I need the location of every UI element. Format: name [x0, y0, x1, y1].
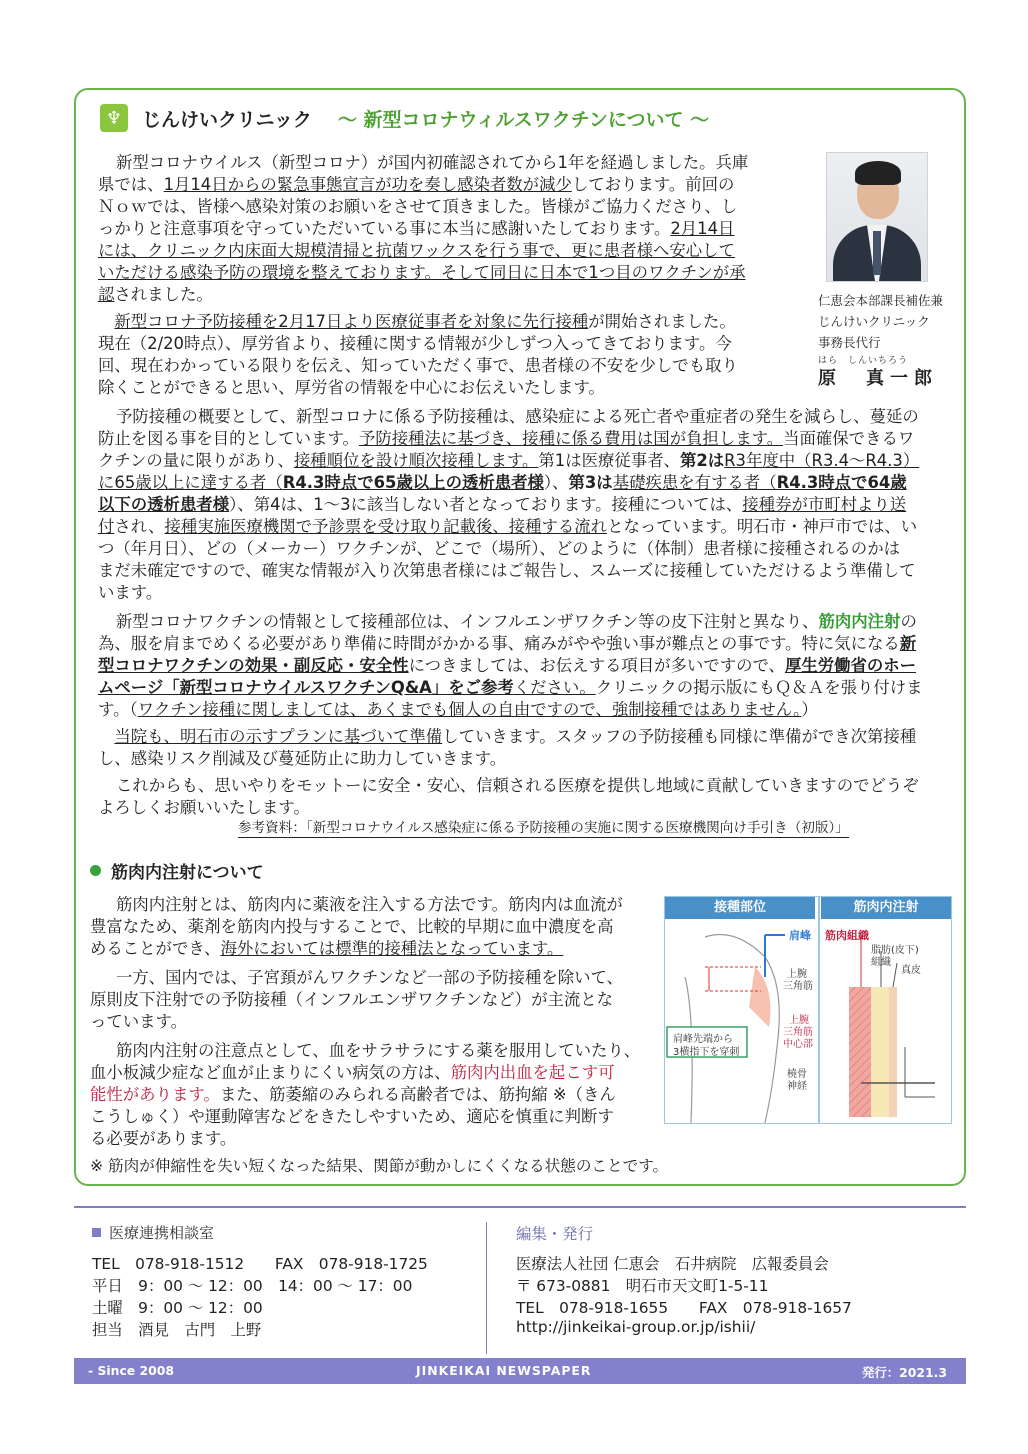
para3-line: つ（年月日）、どの（メーカー）ワクチンが、どこで（場所）、どのように（体制）患者様に接種されるのかは — [98, 539, 900, 558]
footer-right-line: 〒 673-0881 明石市天文町1-5-11 — [516, 1277, 769, 1295]
im3-line: 血小板減少症など血が止まりにくい病気の方は、筋肉内出血を起こす可 — [90, 1063, 615, 1082]
footer-left-line: 平日 9：00 ～ 12：00 14：00 ～ 17：00 — [92, 1277, 413, 1295]
para1-line: Ｎｏｗでは、皆様へ感染対策のお願いをさせて頂きました。皆様がご協力くださり、し — [98, 197, 738, 216]
article-topic: ～ 新型コロナウィルスワクチンについて ～ — [337, 108, 710, 131]
clinic-name: じんけいクリニック — [142, 108, 312, 131]
author-caption: 仁恵会本部課長補佐兼 じんけいクリニック 事務長代行 — [818, 293, 944, 350]
label-upper: 上腕 — [787, 969, 807, 980]
para2-line: 新型コロナ予防接種を2月17日より医療従事者を対象に先行接種が開始されました。 — [114, 312, 736, 331]
im1-line: 筋肉内注射とは、筋肉内に薬液を注入する方法です。筋肉内は血流が — [116, 895, 623, 914]
bottom-bar — [74, 1358, 966, 1384]
im3-line: る必要があります。 — [90, 1129, 237, 1148]
para1-line: いただける感染予防の環境を整えております。そして同日に日本で1つ目のワクチンが承 — [98, 263, 746, 282]
since-label: - Since 2008 — [88, 1363, 174, 1378]
para3-line: 防止を図る事を目的としています。予防接種法に基づき、接種に係る費用は国が負担します。当面確保できるワ — [98, 429, 915, 448]
para4-line: す。（ワクチン接種に関しましては、あくまでも個人の自由ですので、強制接種ではありません。） — [98, 700, 818, 719]
para2-line: 回、現在わかっている限りを伝え、知っていただく事で、患者様の不安を少しでも取り — [98, 356, 738, 375]
figure-header-site: 接種部位 — [665, 897, 815, 919]
label-dermis: 真皮 — [901, 965, 921, 976]
footer-left-line: TEL 078-918-1512 FAX 078-918-1725 — [92, 1255, 428, 1273]
label-acromion: 肩峰 — [789, 929, 811, 942]
website-link[interactable]: http://jinkeikai-group.or.jp/ishii/ — [516, 1318, 756, 1336]
label-red-deltoid: 三角筋 — [783, 1027, 813, 1038]
square-bullet-icon — [92, 1228, 101, 1237]
para3-line: クチンの量に限りがあり、接種順位を設け順次接種します。第1は医療従事者、第2はR3年度中（R3.4～R4.3） — [98, 451, 920, 470]
footer-rule — [74, 1206, 966, 1208]
label-fat-2: 組織 — [871, 957, 891, 968]
footer-right-line: 医療法人社団 仁恵会 石井病院 広報委員会 — [516, 1255, 829, 1273]
figure-header-injection: 筋肉内注射 — [821, 897, 951, 919]
im2-line: 一方、国内では、子宮頚がんワクチンなど一部の予防接種を除いて、 — [116, 968, 623, 987]
bullet-dot-icon — [90, 865, 101, 876]
para2-line: 除くことができると思い、厚労省の情報を中心にお伝えいたします。 — [98, 378, 605, 397]
para4-line: 新型コロナワクチンの情報として接種部位は、インフルエンザワクチン等の皮下注射と異なり、筋肉内注射の — [116, 612, 917, 631]
im2-line: っています。 — [90, 1012, 188, 1031]
label-nerve-1: 橈骨 — [787, 1069, 807, 1080]
footnote: ※ 筋肉が伸縮性を失い短くなった結果、関節が動かしにくくなる状態のことです。 — [90, 1157, 669, 1175]
label-red-upper: 上腕 — [789, 1015, 809, 1026]
label-nerve-2: 神経 — [787, 1081, 807, 1092]
para4-line: ムページ「新型コロナウイルスワクチンQ&A」をご参考ください。クリニックの掲示版にもＱ＆Ａを張り付けま — [98, 678, 923, 697]
para3-line: 以下の透析患者様）、第4は、1～3に該当しない者となっております。接種については、接種券が市町村より送 — [98, 495, 907, 514]
im3-line: こうしゅく）や運動障害などをきたしやすいため、適応を慎重に判断す — [90, 1107, 614, 1126]
label-box-1: 肩峰先端から — [673, 1034, 733, 1045]
injection-site-figure — [664, 896, 952, 1124]
para3-line: 付され、接種実施医療機関で予診票を受け取り記載後、接種する流れとなっています。明石市・神戸市では、い — [98, 517, 918, 536]
author-name: 原 真一郎 — [818, 368, 938, 389]
para3-line: に65歳以上に達する者（R4.3時点で65歳以上の透析患者様）、第3は基礎疾患を有する者（R4.3時点で64歳 — [98, 473, 907, 492]
im3-line: 筋肉内注射の注意点として、血をサラサラにする薬を服用していたり、 — [116, 1041, 641, 1060]
issue-date: 発行：2021.3 — [862, 1365, 947, 1380]
im2-line: 原則皮下注射での予防接種（インフルエンザワクチンなど）が主流とな — [90, 990, 614, 1009]
im3-line: 能性があります。また、筋萎縮のみられる高齢者では、筋拘縮 ※（きん — [90, 1085, 616, 1104]
clinic-logo-icon: ♆ — [100, 104, 128, 132]
para6-line: これからも、思いやりをモットーに安全・安心、信頼される医療を提供し地域に貢献していきますのでどうぞ — [116, 776, 919, 795]
author-name-ruby: はら しんいちろう — [818, 356, 909, 366]
reference-note: 参考資料：「新型コロナウイルス感染症に係る予防接種の実施に関する医療機関向け手引き（初版）」 — [238, 816, 849, 838]
footer-divider — [486, 1222, 487, 1354]
im1-line: 豊富なため、薬剤を筋肉内投与することで、比較的早期に血中濃度を高 — [90, 917, 614, 936]
footer-right-line: TEL 078-918-1655 FAX 078-918-1657 — [516, 1299, 852, 1317]
label-red-center: 中心部 — [783, 1039, 813, 1050]
footer-left-line: 担当 酒見 古門 上野 — [92, 1321, 262, 1339]
para1-line: には、クリニック内床面大規模清掃と抗菌ワックスを行う事で、更に患者様へ安心して — [98, 241, 735, 260]
para3-line: います。 — [98, 583, 163, 602]
footer-left-line: 土曜 9：00 ～ 12：00 — [92, 1299, 263, 1317]
label-muscle-tissue: 筋肉組織 — [825, 929, 869, 942]
para5-line: し、感染リスク削減及び蔓延防止に助力していきます。 — [98, 749, 507, 768]
author-photo — [826, 152, 928, 282]
article-header — [100, 100, 709, 136]
para5-line: 当院も、明石市の示すプランに基づいて準備していきます。スタッフの予防接種も同様に準備ができ次第接種 — [114, 727, 917, 746]
label-box-2: 3横指下を穿刺 — [673, 1047, 740, 1058]
label-deltoid: 三角筋 — [783, 981, 813, 992]
para4-line: 型コロナワクチンの効果・副反応・安全性につきましては、お伝えする項目が多いですので、厚生労働省のホー — [98, 656, 917, 675]
para3-line: まだ未確定ですので、確実な情報が入り次第患者様にはご報告し、スムーズに接種していただけるよう準備して — [98, 561, 916, 580]
para4-line: 為、服を肩までめくる必要があり準備に時間がかかる事、痛みがやや強い事が難点との事です。特に気になる新 — [98, 634, 917, 653]
newspaper-title: JINKEIKAI NEWSPAPER — [416, 1363, 592, 1378]
para2-line: 現在（2/20時点）、厚労省より、接種に関する情報が少しずつ入ってきております。今 — [98, 334, 732, 353]
para1-line: 県では、1月14日からの緊急事態宣言が功を奏し感染者数が減少しております。前回の — [98, 175, 735, 194]
para1-line: 認されました。 — [98, 285, 213, 304]
para3-line: 予防接種の概要として、新型コロナに係る予防接種は、感染症による死亡者や重症者の発生を減らし、蔓延の — [116, 407, 919, 426]
footer-right-title: 編集・発行 — [516, 1225, 593, 1243]
para1-line: 新型コロナウイルス（新型コロナ）が国内初確認されてから1年を経過しました。兵庫 — [116, 153, 749, 172]
section-title: 筋肉内注射について — [90, 858, 264, 883]
label-fat-1: 脂肪(皮下) — [871, 945, 919, 956]
footer-left-title: 医療連携相談室 — [92, 1222, 214, 1243]
para1-line: っかりと注意事項を守っていただいている事に本当に感謝いたしております。2月14日 — [98, 219, 735, 238]
im1-line: めることができ、海外においては標準的接種法となっています。 — [90, 939, 564, 958]
para6-line: よろしくお願いいたします。 — [98, 798, 310, 817]
